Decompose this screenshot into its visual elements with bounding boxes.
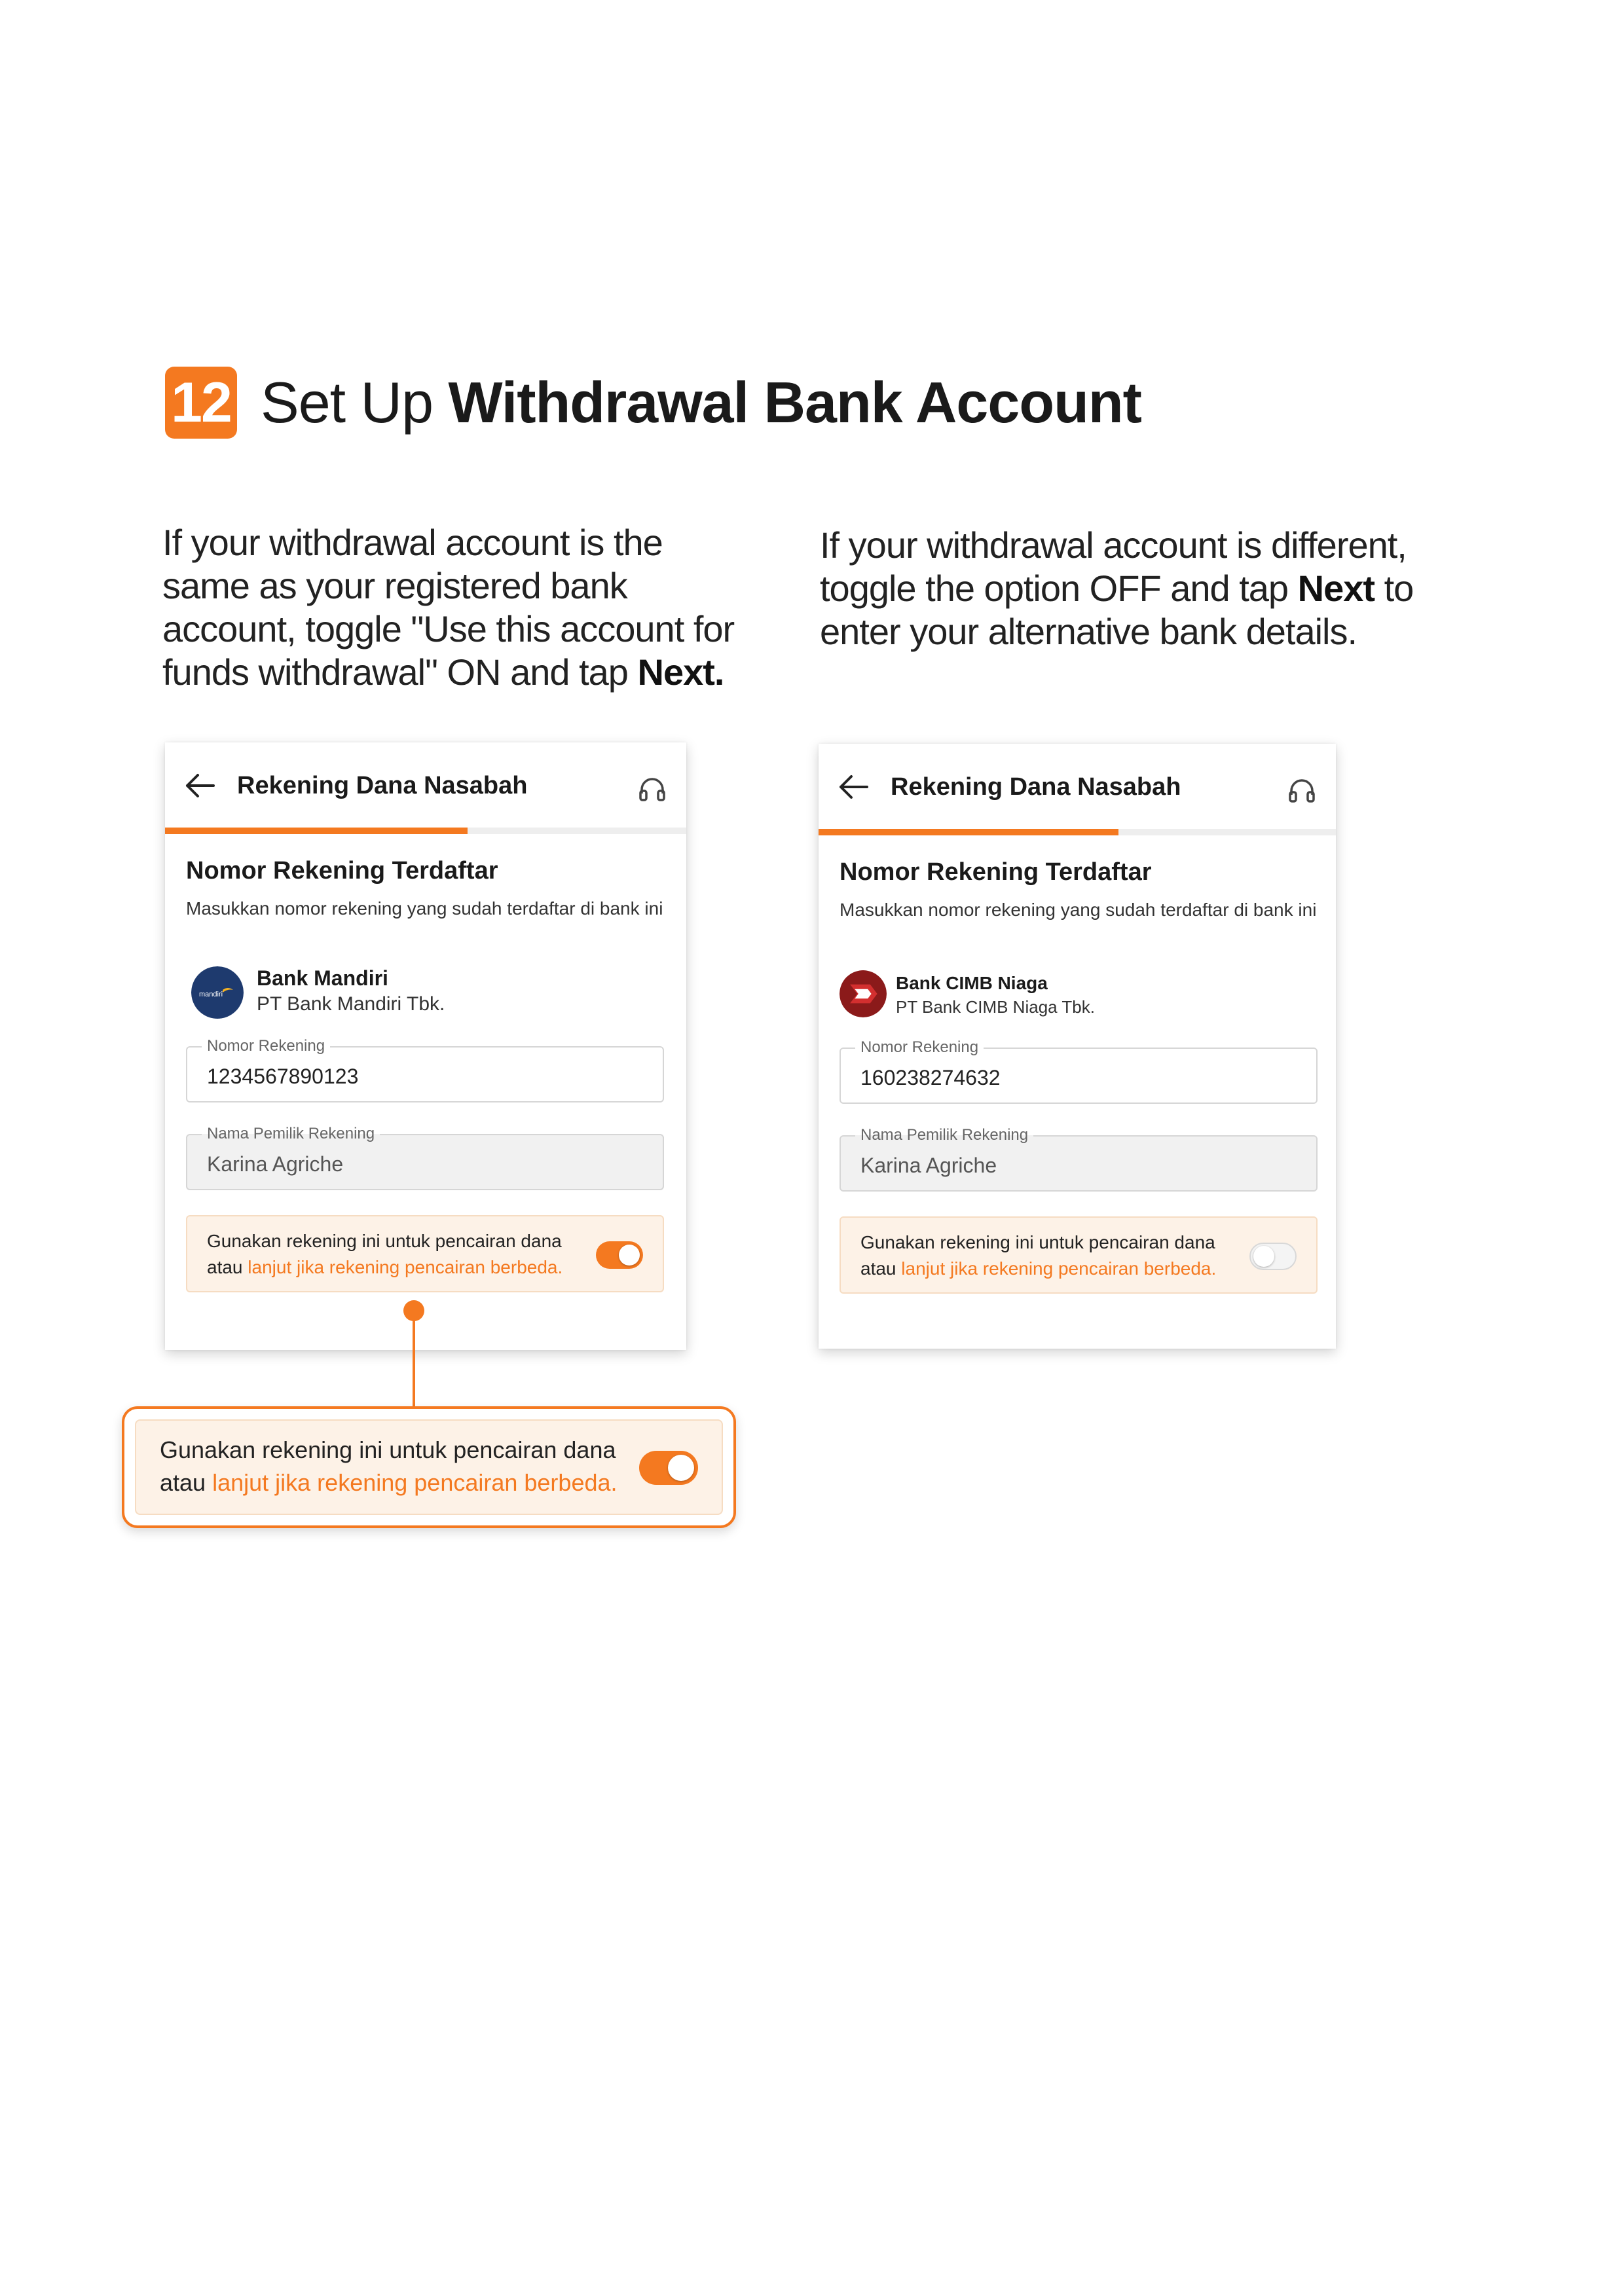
zoomed-toggle-text: Gunakan rekening ini untuk pencairan dana atau <box>160 1436 616 1496</box>
arrow-left-icon[interactable] <box>185 773 215 799</box>
header-title: Rekening Dana Nasabah <box>237 772 528 799</box>
owner-name-value: Karina Agriche <box>207 1152 344 1176</box>
app-header <box>819 744 1336 830</box>
withdrawal-toggle-switch[interactable] <box>1249 1243 1297 1270</box>
bank-name: Bank Mandiri <box>257 966 388 990</box>
account-number-label: Nomor Rekening <box>202 1037 330 1055</box>
instruction-right-text-2: to enter your alternative bank details. <box>820 568 1414 652</box>
instruction-right <box>820 524 1422 653</box>
zoomed-toggle-switch[interactable] <box>639 1451 698 1485</box>
toggle-description <box>207 1228 574 1281</box>
instruction-right-text-1: If your withdrawal account is different, toggle the option OFF and tap <box>820 524 1407 609</box>
bank-name: Bank CIMB Niaga <box>896 973 1048 993</box>
header-title: Rekening Dana Nasabah <box>891 773 1181 801</box>
different-account-link[interactable]: lanjut jika rekening pencairan berbeda. <box>248 1257 563 1277</box>
toggle-text: Gunakan rekening ini untuk pencairan dana atau <box>860 1232 1215 1279</box>
zoomed-toggle-row <box>135 1419 723 1515</box>
withdrawal-toggle-row <box>186 1215 664 1292</box>
step-number-badge: 12 <box>165 367 237 439</box>
instruction-left-bold: Next. <box>637 651 724 693</box>
progress-bar <box>819 829 1336 835</box>
title-bold: Withdrawal Bank Account <box>448 370 1141 435</box>
account-number-value: 1234567890123 <box>207 1065 359 1088</box>
arrow-left-icon[interactable] <box>838 774 868 800</box>
bank-logo-text: mandiri <box>199 991 223 998</box>
instruction-right-bold: Next <box>1297 568 1375 609</box>
account-number-label: Nomor Rekening <box>855 1038 984 1057</box>
screen-card-toggle-on <box>165 742 686 1350</box>
section-description: Masukkan nomor rekening yang sudah terdaftar di bank ini <box>186 898 663 919</box>
owner-name-field <box>840 1126 1318 1192</box>
account-number-value: 160238274632 <box>860 1066 1001 1089</box>
screen-card-toggle-off <box>819 744 1336 1349</box>
withdrawal-toggle-switch[interactable] <box>596 1241 643 1269</box>
toggle-text: Gunakan rekening ini untuk pencairan dana atau <box>207 1231 562 1277</box>
callout-line <box>413 1317 415 1408</box>
owner-name-label: Nama Pemilik Rekening <box>202 1125 380 1143</box>
bank-subtitle: PT Bank CIMB Niaga Tbk. <box>896 997 1095 1017</box>
toggle-description <box>860 1230 1227 1282</box>
owner-name-label: Nama Pemilik Rekening <box>855 1126 1033 1144</box>
instruction-left <box>162 521 739 694</box>
zoomed-toggle-description <box>160 1434 631 1499</box>
withdrawal-toggle-row <box>840 1216 1318 1294</box>
owner-name-value: Karina Agriche <box>860 1154 997 1177</box>
account-number-field[interactable] <box>840 1038 1318 1104</box>
headset-icon[interactable] <box>638 775 667 804</box>
account-number-field[interactable] <box>186 1037 664 1102</box>
bank-mandiri-logo <box>191 966 244 1019</box>
bank-cimb-logo <box>840 970 887 1017</box>
instruction-left-text: If your withdrawal account is the same as your registered bank account, toggle "Use this account for funds withdrawal" ON and tap <box>162 522 735 693</box>
owner-name-field <box>186 1125 664 1190</box>
section-description: Masukkan nomor rekening yang sudah terdaftar di bank ini <box>840 900 1317 920</box>
progress-bar <box>165 828 686 834</box>
section-title: Nomor Rekening Terdaftar <box>840 858 1152 886</box>
headset-icon[interactable] <box>1287 776 1316 805</box>
zoomed-different-account-link[interactable]: lanjut jika rekening pencairan berbeda. <box>212 1469 618 1496</box>
bank-subtitle: PT Bank Mandiri Tbk. <box>257 993 445 1015</box>
zoomed-toggle-callout <box>122 1406 736 1528</box>
page-title <box>261 367 1141 439</box>
section-title: Nomor Rekening Terdaftar <box>186 857 498 884</box>
app-header <box>165 742 686 829</box>
title-light: Set Up <box>261 370 434 435</box>
different-account-link[interactable]: lanjut jika rekening pencairan berbeda. <box>901 1258 1217 1279</box>
